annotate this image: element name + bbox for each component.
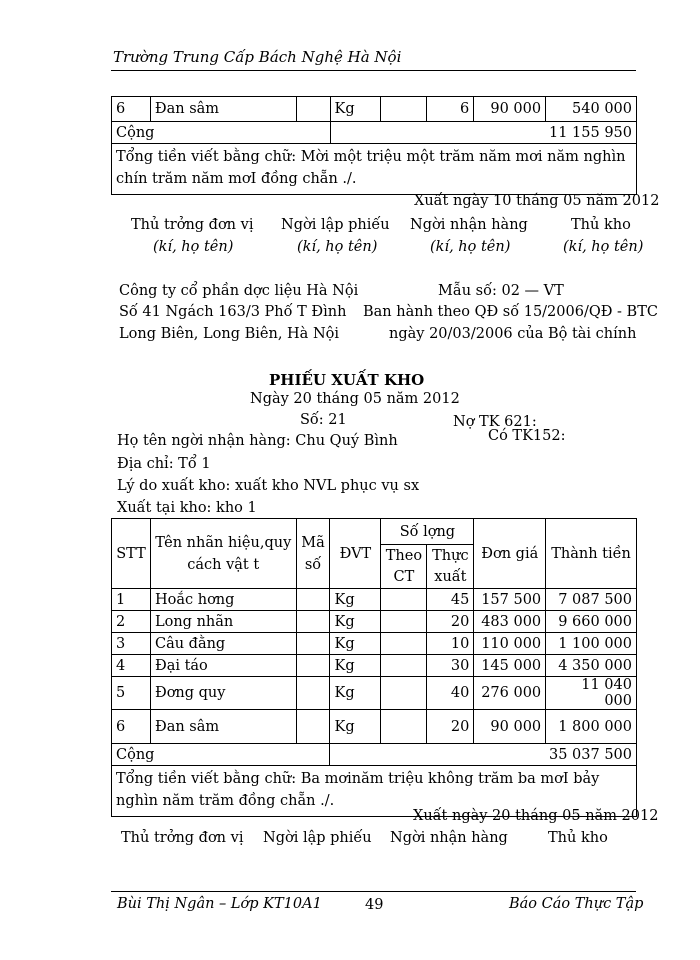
footer-author: Bùi Thị Ngân – Lớp KT10A1 bbox=[117, 896, 322, 912]
footer-rule bbox=[111, 891, 636, 892]
signature-title: Thủ trởng đơn vị bbox=[131, 217, 254, 233]
export-date: Xuất ngày 20 tháng 05 năm 2012 bbox=[413, 808, 659, 824]
decision-text: ngày 20/03/2006 của Bộ tài chính bbox=[389, 326, 637, 342]
col-code: Mã số bbox=[296, 519, 330, 589]
signature-title: Ngời nhận hàng bbox=[390, 830, 508, 846]
footer-report: Báo Cáo Thực Tập bbox=[509, 896, 644, 912]
signature-title: Ngời nhận hàng bbox=[410, 217, 528, 233]
signature-title: Ngời lập phiếu bbox=[263, 830, 372, 846]
form-number: Mẫu số: 02 — VT bbox=[438, 283, 564, 299]
signature-title: Ngời lập phiếu bbox=[281, 217, 390, 233]
running-header: Trường Trung Cấp Bách Nghệ Hà Nội bbox=[113, 48, 402, 66]
table-row: 4 Đại táo Kg 30 145 000 4 350 000 bbox=[112, 655, 637, 677]
previous-export-date: Xuất ngày 10 tháng 05 năm 2012 bbox=[414, 193, 660, 209]
signature-title: Thủ kho bbox=[571, 217, 631, 233]
col-actual: Thực xuất bbox=[427, 545, 474, 589]
slip-date: Ngày 20 tháng 05 năm 2012 bbox=[250, 391, 460, 407]
goods-issue-table bbox=[111, 518, 637, 817]
col-stt: STT bbox=[112, 519, 151, 589]
amount-in-words-row: Tổng tiền viết bằng chữ: Ba mơinăm triệu không trăm ba mơI bảy nghìn năm trăm đồng chẵn ./. bbox=[112, 766, 637, 817]
total-row: Cộng 11 155 950 bbox=[112, 122, 637, 144]
table-row: 3 Câu đằng Kg 10 110 000 1 100 000 bbox=[112, 633, 637, 655]
decision-text: Ban hành theo QĐ số 15/2006/QĐ - BTC bbox=[363, 304, 658, 320]
col-unit-price: Đơn giá bbox=[474, 519, 546, 589]
export-reason: Lý do xuất kho: xuất kho NVL phục vụ sx bbox=[117, 478, 420, 494]
total-row: Cộng 35 037 500 bbox=[112, 744, 637, 766]
company-address: Long Biên, Long Biên, Hà Nội bbox=[119, 326, 339, 342]
signature-note: (kí, họ tên) bbox=[153, 239, 234, 255]
credit-account: Có TK152: bbox=[488, 428, 566, 444]
signature-title: Thủ kho bbox=[548, 830, 608, 846]
previous-slip-table bbox=[111, 96, 637, 195]
company-name: Công ty cổ phần dợc liệu Hà Nội bbox=[119, 283, 359, 299]
col-per-document: Theo CT bbox=[381, 545, 427, 589]
col-name: Tên nhãn hiệu,quy cách vật t bbox=[150, 519, 296, 589]
receiver-name: Họ tên ngời nhận hàng: Chu Quý Bình bbox=[117, 433, 398, 449]
signature-note: (kí, họ tên) bbox=[430, 239, 511, 255]
col-quantity: Số lợng bbox=[381, 519, 474, 545]
table-header-row bbox=[112, 519, 637, 545]
receiver-address: Địa chỉ: Tổ 1 bbox=[117, 456, 211, 472]
header-rule bbox=[111, 70, 636, 71]
table-row: 2 Long nhãn Kg 20 483 000 9 660 000 bbox=[112, 611, 637, 633]
table-row: 6 Đan sâm Kg 20 90 000 1 800 000 bbox=[112, 710, 637, 744]
col-unit: ĐVT bbox=[330, 519, 381, 589]
warehouse: Xuất tại kho: kho 1 bbox=[117, 500, 257, 516]
table-row: 5 Đơng quy Kg 40 276 000 11 040 000 bbox=[112, 677, 637, 710]
signature-note: (kí, họ tên) bbox=[297, 239, 378, 255]
slip-number: Số: 21 bbox=[300, 412, 347, 428]
col-amount: Thành tiền bbox=[546, 519, 637, 589]
company-address: Số 41 Ngách 163/3 Phố T Đình bbox=[119, 304, 347, 320]
amount-in-words-row: Tổng tiền viết bằng chữ: Mời một triệu một trăm năm mơi năm nghìn chín trăm năm mơI đồng chẵn ./. bbox=[112, 144, 637, 195]
signature-note: (kí, họ tên) bbox=[563, 239, 644, 255]
signature-title: Thủ trởng đơn vị bbox=[121, 830, 244, 846]
debit-account: Nợ TK 621: bbox=[453, 414, 537, 430]
slip-title: PHIẾU XUẤT KHO bbox=[269, 371, 425, 389]
table-row: 1 Hoắc hơng Kg 45 157 500 7 087 500 bbox=[112, 589, 637, 611]
table-row: 6 Đan sâm Kg 6 90 000 540 000 bbox=[112, 97, 637, 122]
page-number: 49 bbox=[365, 897, 384, 913]
